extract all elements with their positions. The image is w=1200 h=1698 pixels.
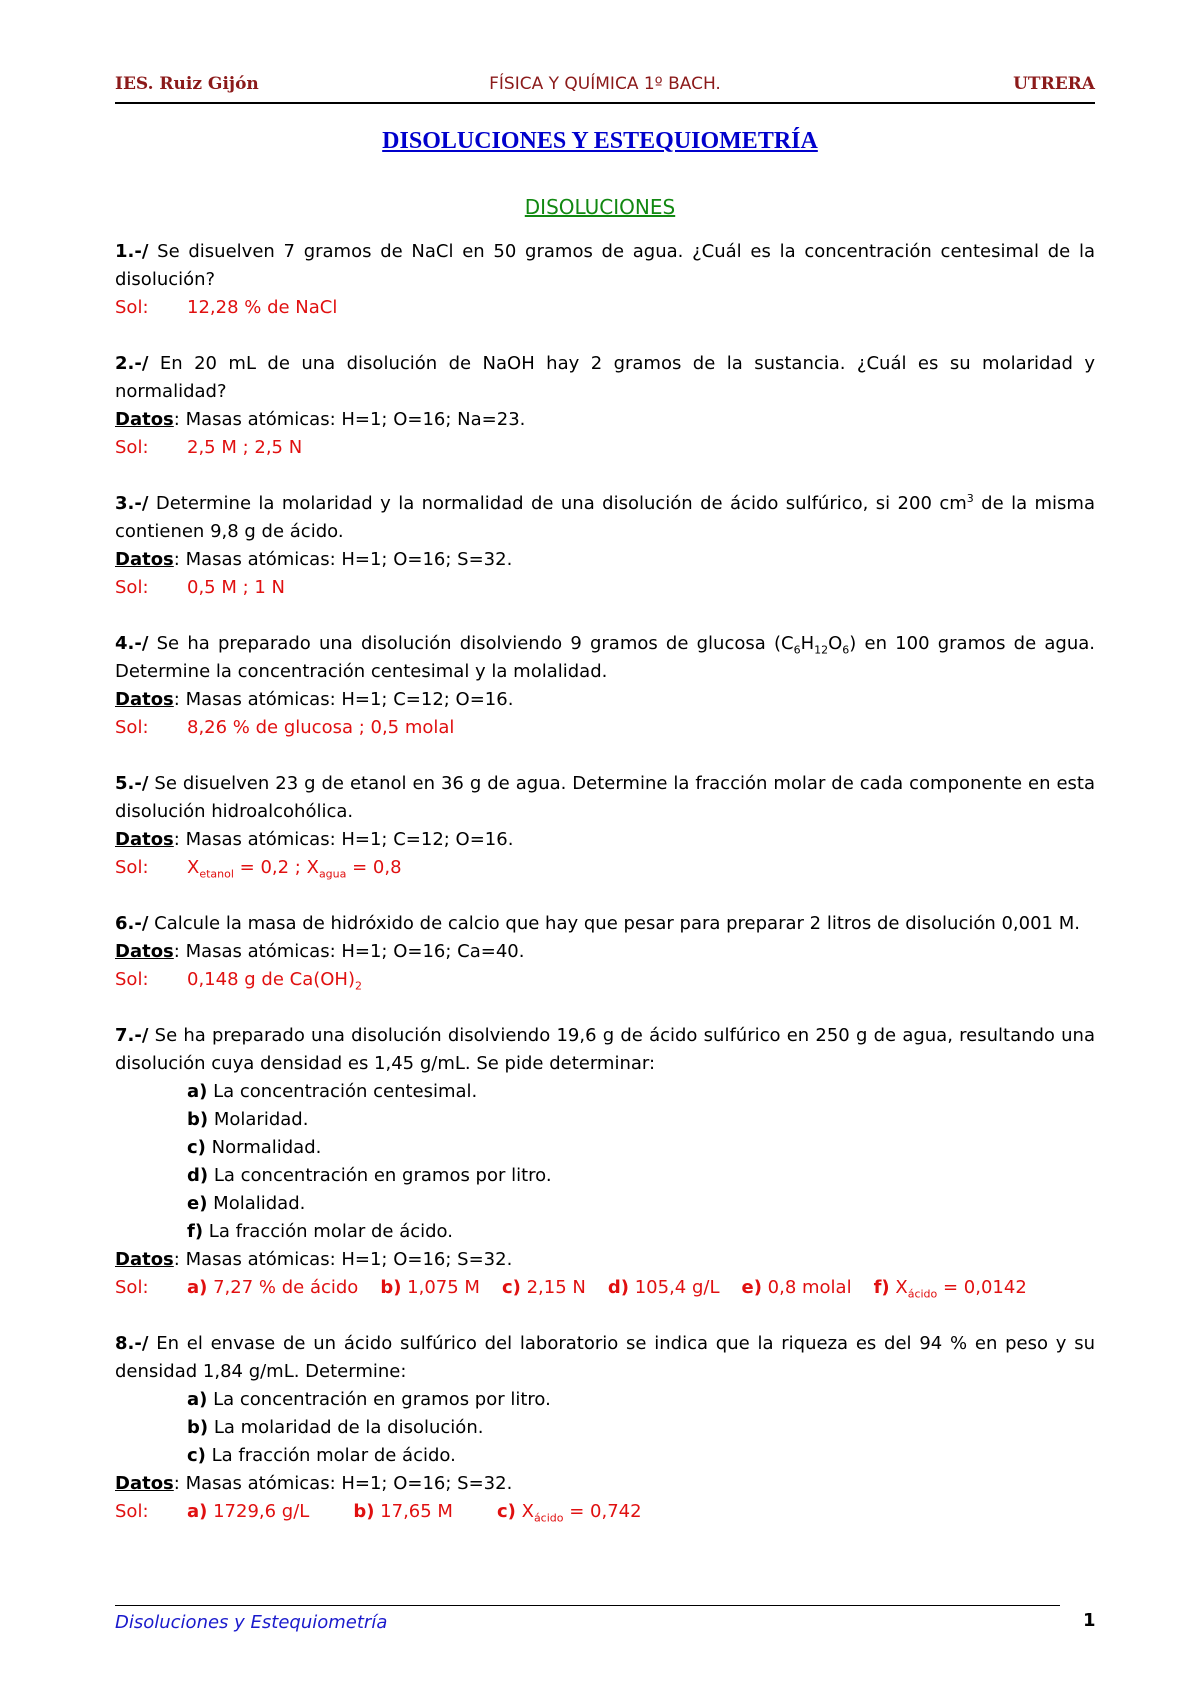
problem-statement: En el envase de un ácido sulfúrico del laboratorio se indica que la riqueza es del 94 % en peso y su densidad 1,84 g/mL. Determine: bbox=[115, 1333, 1095, 1382]
solution-label: Sol: bbox=[115, 857, 149, 878]
data-label: Datos bbox=[115, 409, 174, 430]
data-value: : Masas atómicas: H=1; O=16; S=32. bbox=[173, 549, 513, 570]
solution-line: Sol: a) 7,27 % de ácido b) 1,075 M c) 2,15 N d) 105,4 g/L e) 0,8 molal f) $X_{ácido} = 0,0142$ bbox=[115, 1274, 1095, 1302]
formula-part: H bbox=[800, 633, 815, 654]
solution-line: Sol: a) 1729,6 g/L b) 17,65 M c) $X_{ácido} = 0,742$ bbox=[115, 1498, 1095, 1526]
data-value: : Masas atómicas: H=1; O=16; S=32. bbox=[173, 1249, 513, 1270]
solution-line bbox=[115, 294, 1095, 322]
superscript: 3 bbox=[966, 492, 974, 505]
problem-statement: En 20 mL de una disolución de NaOH hay 2 gramos de la sustancia. ¿Cuál es su molaridad y normalidad? bbox=[115, 353, 1095, 402]
data-label: Datos bbox=[115, 689, 174, 710]
data-line bbox=[115, 1246, 1095, 1274]
solution-label: Sol: bbox=[115, 969, 149, 990]
data-value: : Masas atómicas: H=1; C=12; O=16. bbox=[173, 689, 514, 710]
problem-7 bbox=[115, 1022, 1095, 1302]
problem-number: 8.-/ bbox=[115, 1333, 149, 1354]
solution-value: X bbox=[187, 857, 200, 878]
problem-8 bbox=[115, 1330, 1095, 1526]
problem-list bbox=[115, 238, 1095, 1526]
solution-label: Sol: bbox=[115, 577, 149, 598]
solution-label: Sol: bbox=[115, 717, 149, 738]
problem-statement: Calcule la masa de hidróxido de calcio que hay que pesar para preparar 2 litros de disolución 0,001 M. bbox=[154, 913, 1080, 934]
problem-6 bbox=[115, 910, 1095, 994]
solution-value: 12,28 % de NaCl bbox=[187, 297, 338, 318]
solution-value: = 0,8 bbox=[346, 857, 402, 878]
formula-part: O bbox=[828, 633, 843, 654]
course-name: FÍSICA Y QUÍMICA 1º BACH. bbox=[489, 74, 721, 94]
subscript: etanol bbox=[199, 867, 234, 881]
problem-2 bbox=[115, 350, 1095, 462]
problem-number: 6.-/ bbox=[115, 913, 149, 934]
document-title: DISOLUCIONES Y ESTEQUIOMETRÍA bbox=[382, 128, 818, 154]
option-e: e) Molalidad. bbox=[187, 1193, 306, 1214]
data-line bbox=[115, 826, 1095, 854]
problem-4 bbox=[115, 630, 1095, 742]
solution-value: 2,5 M ; 2,5 N bbox=[187, 437, 303, 458]
subscript: 6 bbox=[842, 643, 850, 657]
footer-divider bbox=[115, 1605, 1060, 1606]
solution-value: 0,5 M ; 1 N bbox=[187, 577, 286, 598]
option-b: b) La molaridad de la disolución. bbox=[187, 1417, 484, 1438]
problem-statement: Se disuelven 23 g de etanol en 36 g de agua. Determine la fracción molar de cada componente en esta disolución hidroalcohólica. bbox=[115, 773, 1095, 822]
problem-number: 5.-/ bbox=[115, 773, 149, 794]
problem-number: 2.-/ bbox=[115, 353, 149, 374]
solution-line bbox=[115, 854, 1095, 882]
data-label: Datos bbox=[115, 1249, 174, 1270]
option-a: a) La concentración centesimal. bbox=[187, 1081, 478, 1102]
problem-statement: Se ha preparado una disolución disolviendo 9 gramos de glucosa (C bbox=[156, 633, 794, 654]
subscript: 6 bbox=[793, 643, 801, 657]
town-name: UTRERA bbox=[1013, 74, 1095, 94]
data-value: : Masas atómicas: H=1; O=16; Na=23. bbox=[173, 409, 526, 430]
data-line bbox=[115, 546, 1095, 574]
data-value: : Masas atómicas: H=1; O=16; S=32. bbox=[173, 1473, 513, 1494]
data-value: : Masas atómicas: H=1; C=12; O=16. bbox=[173, 829, 514, 850]
data-line bbox=[115, 1470, 1095, 1498]
page-number: 1 bbox=[1083, 1610, 1096, 1631]
solution-label: Sol: bbox=[115, 297, 149, 318]
data-label: Datos bbox=[115, 829, 174, 850]
solution-line bbox=[115, 714, 1095, 742]
data-line bbox=[115, 938, 1095, 966]
problem-statement: Se ha preparado una disolución disolviendo 19,6 g de ácido sulfúrico en 250 g de agua, resultando una disolución cuya densidad es 1,45 g/mL. Se pide determinar: bbox=[115, 1025, 1095, 1074]
problem-statement: Determine la molaridad y la normalidad de una disolución de ácido sulfúrico, si 200 cm bbox=[155, 493, 967, 514]
solution-label: Sol: bbox=[115, 1277, 149, 1298]
subscript: 2 bbox=[354, 979, 362, 993]
footer-title: Disoluciones y Estequiometría bbox=[115, 1612, 388, 1633]
school-name: IES. Ruiz Gijón bbox=[115, 74, 259, 94]
problem-statement-cont: de la misma contienen 9,8 g de ácido. bbox=[115, 493, 1095, 542]
problem-number: 3.-/ bbox=[115, 493, 149, 514]
solution-value: 8,26 % de glucosa ; 0,5 molal bbox=[187, 717, 455, 738]
subscript: agua bbox=[318, 867, 347, 881]
option-c: c) La fracción molar de ácido. bbox=[187, 1445, 456, 1466]
problem-number: 4.-/ bbox=[115, 633, 149, 654]
data-label: Datos bbox=[115, 1473, 174, 1494]
data-line bbox=[115, 406, 1095, 434]
solution-line bbox=[115, 434, 1095, 462]
solution-value: 0,148 g de Ca(OH) bbox=[187, 969, 355, 990]
data-label: Datos bbox=[115, 941, 174, 962]
data-value: : Masas atómicas: H=1; O=16; Ca=40. bbox=[173, 941, 525, 962]
solution-line bbox=[115, 574, 1095, 602]
problem-1 bbox=[115, 238, 1095, 322]
page-header bbox=[115, 74, 1095, 104]
data-line bbox=[115, 686, 1095, 714]
problem-5 bbox=[115, 770, 1095, 882]
solution-line bbox=[115, 966, 1095, 994]
solution-value: = 0,2 ; X bbox=[233, 857, 319, 878]
option-c: c) Normalidad. bbox=[187, 1137, 322, 1158]
option-a: a) La concentración en gramos por litro. bbox=[187, 1389, 551, 1410]
option-f: f) La fracción molar de ácido. bbox=[187, 1221, 453, 1242]
problem-statement: Se disuelven 7 gramos de NaCl en 50 gramos de agua. ¿Cuál es la concentración centesimal de la disolución? bbox=[115, 241, 1095, 290]
problem-number: 1.-/ bbox=[115, 241, 149, 262]
option-b: b) Molaridad. bbox=[187, 1109, 309, 1130]
data-label: Datos bbox=[115, 549, 174, 570]
solution-label: Sol: bbox=[115, 1501, 149, 1522]
option-d: d) La concentración en gramos por litro. bbox=[187, 1165, 552, 1186]
problem-number: 7.-/ bbox=[115, 1025, 149, 1046]
solution-label: Sol: bbox=[115, 437, 149, 458]
problem-statement-cont: ) en 100 gramos de agua. Determine la concentración centesimal y la molalidad. bbox=[115, 633, 1095, 682]
subscript: 12 bbox=[814, 643, 829, 657]
section-title: DISOLUCIONES bbox=[524, 195, 676, 219]
problem-3 bbox=[115, 490, 1095, 602]
